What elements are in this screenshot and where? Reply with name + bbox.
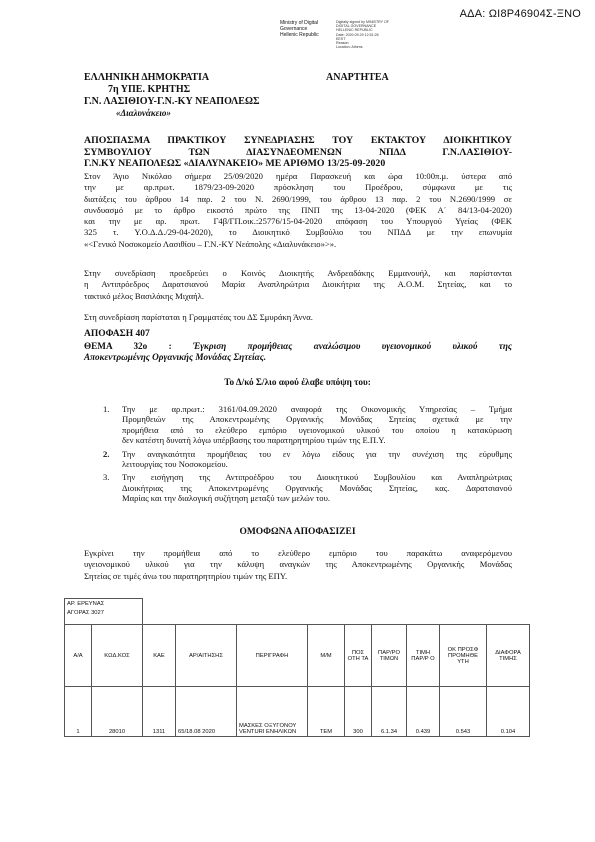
title-line: ΣΥΜΒΟΥΛΙΟΥ ΤΩΝ ΔΙΑΣΥΝΔΕΟΜΕΝΩΝ ΝΠΔΔ Γ.Ν.ΛΑΣΙΘΙΟΥ- [84, 146, 512, 158]
market-research-label: ΑΡ. ΕΡΕΥΝΑΣ [67, 601, 105, 607]
table-row [65, 687, 530, 737]
title-line: ΑΠΟΣΠΑΣΜΑ ΠΡΑΚΤΙΚΟΥ ΣΥΝΕΔΡΙΑΣΗΣ ΤΟΥ ΕΚΤΑΚΤΟΥ ΔΙΟΙΚΗΤΙΚΟΥ [84, 135, 512, 146]
paragraph-line: Σητείας σε τιμές άνω του παρατηρητηρίου τιμών της ΕΠΥ. [84, 570, 288, 581]
list-item [103, 472, 512, 504]
signature-detail: Reason: [336, 41, 350, 46]
item-number: 1. [103, 404, 110, 414]
board-considered: Το Δ/κό Σ/λιο αφού έλαβε υπόψη του: [224, 377, 371, 387]
list-item [103, 448, 512, 470]
signature-detail: HELLENIC REPUBLIC [336, 28, 373, 33]
table-cell: 1311 [143, 687, 176, 737]
market-research-number: ΑΓΟΡΑΣ 3027 [67, 610, 104, 616]
empty-cell [143, 599, 530, 625]
paragraph-line: υγειονομικού υλικού για την κάλυψη αναγκών της Αποκεντρωμένης Οργανικής Μονάδας [84, 559, 512, 570]
column-header: ΚΑΕ [143, 625, 176, 687]
signature-line: Hellenic Republic [280, 32, 319, 38]
paragraph-line: Στον Άγιο Νικόλαο σήμερα 25/09/2020 ημέρα Παρασκευή και ώρα 10:00π.μ. ύστερα από [84, 171, 512, 181]
minutes-title [84, 135, 512, 170]
digital-signature [280, 20, 396, 49]
paragraph-line: την με αρ.πρωτ. 1879/23-09-2020 πρόσκληση του Προέδρου, σύμφωνα με τις [84, 182, 512, 193]
column-header: ΤΙΜΗ ΠΑΡ/Ρ Ο [407, 625, 440, 687]
market-research-cell [65, 599, 143, 625]
item-line: προμήθεια από το ελεύθερο εμπόριο υγειονομικού υλικού του οποίου η κατακύρωση [122, 424, 512, 435]
column-header: Μ/Μ [308, 625, 345, 687]
column-header: ΠΑΡ/ΡΟ ΤΙΜΩΝ [372, 625, 407, 687]
procurement-table [64, 598, 530, 737]
item-line: λειτουργίας του Νοσοκομείου. [122, 459, 228, 470]
republic-heading: ΕΛΛΗΝΙΚΗ ΔΗΜΟΚΡΑΤΙΑ [84, 72, 210, 83]
paragraph-line: 325 τ. Υ.Ο.Δ.Δ./29-04-2020), το Διοικητικό Συμβούλιο του ΝΠΔΔ με την επωνυμία [84, 227, 512, 238]
paragraph-line: Εγκρίνει την προμήθεια από το ελεύθερο εμπόριο του παρακάτω αναφερόμενου [84, 548, 512, 558]
item-line: Την εισήγηση της Αντιπροέδρου του Διοικητικού Συμβουλίου και Αναπληρώτριας [122, 472, 512, 483]
ype-heading: 7η ΥΠΕ. ΚΡΗΤΗΣ [108, 84, 191, 95]
signature-detail: EEST [336, 36, 346, 41]
decision-number: ΑΠΟΦΑΣΗ 407 [84, 329, 150, 339]
theme-label: ΘΕΜΑ 32ο : [84, 341, 172, 351]
item-line: Διοικήτριας της Αποκεντρωμένης Οργανικής Μονάδας Σητείας, κας. Δαρατσιανού [122, 482, 512, 493]
column-header: ΚΩΔ.ΚΟΣ [92, 625, 143, 687]
theme-text: Αποκεντρωμένης Οργανικής Μονάδας Σητείας. [84, 352, 267, 362]
title-line: Γ.Ν.ΚΥ ΝΕΑΠΟΛΕΩΣ «ΔΙΑΛΥΝΑΚΕΙΟ» ΜΕ ΑΡΙΘΜΟ 13/25-09-2020 [84, 158, 386, 169]
paragraph-line: Στην συνεδρίαση προεδρεύει ο Κοινός Διοικητής Ανδρεαδάκης Εμμανουήλ, και παρίστανται [84, 268, 512, 278]
item-number: 2. [103, 448, 110, 459]
procurement-table-wrap [64, 598, 530, 737]
considerations-list [103, 404, 512, 504]
column-header: ΠΕΡΙΓΡΑΦΗ [237, 625, 308, 687]
signature-detail: Location: Athens [336, 45, 363, 50]
ada-code: ΑΔΑ: ΩΙ8Ρ46904Σ-ΞΝΟ [459, 8, 581, 20]
column-header: ΠΟΣ ΟΤΗ ΤΑ [345, 625, 372, 687]
table-top-row [65, 599, 530, 625]
table-header-row [65, 625, 530, 687]
unanimous-heading: ΟΜΟΦΩΝΑ ΑΠΟΦΑΣΙΖΕΙ [239, 527, 356, 537]
item-line: Την αναγκαιότητα προμήθειας του εν λόγω είδους για την συνέχιση της εύρυθμης [122, 448, 512, 459]
decision-theme [84, 341, 512, 363]
paragraph-line: συνδυασμό με το άρθρο εικοστό πρώτο της ΠΝΠ της 13-04-2020 (ΦΕΚ Α΄ 84/13-04-2020) [84, 204, 512, 215]
hospital-heading: Γ.Ν. ΛΑΣΙΘΙΟΥ-Γ.Ν.-ΚΥ ΝΕΑΠΟΛΕΩΣ [84, 96, 260, 107]
table-cell: ΤΕΜ [308, 687, 345, 737]
hospital-subtitle: «Διαλυνάκειο» [116, 108, 171, 118]
paragraph-line: διατάξεις του άρθρου 14 παρ. 2 του Ν. 2690/1999, του άρθρου 13 παρ. 2 του Ν.2690/1999 σε [84, 193, 512, 204]
table-cell: ΜΑΣΚΕΣ ΟΞΥΓΟΝΟΥ VENTURI ΕΝΗΛΙΚΩΝ [237, 687, 308, 737]
paragraph-line: και την με αρ. πρωτ. Γ4β/ΓΠ.οικ.:25776/15-04-2020 απόφαση του Υπουργού Υγείας (ΦΕΚ [84, 216, 512, 227]
paragraph-line: «<Γενικό Νοσοκομείο Λασιθίου – Γ.Ν.-ΚΥ Νεάπολης «Διαλυνάκειο»>». [84, 238, 337, 249]
posted-label: ΑΝΑΡΤΗΤΕΑ [326, 72, 389, 83]
column-header: ΟΚ ΠΡΟΣΦ ΠΡΟΜΗΘΕ ΥΤΗ [440, 625, 487, 687]
table-cell: 0.439 [407, 687, 440, 737]
theme-text: Έγκριση προμήθειας αναλώσιμου υγειονομικού υλικού της [193, 341, 513, 351]
table-cell: 65/18.08 2020 [176, 687, 237, 737]
item-line: Προμηθειών της Αποκεντρωμένης Οργανικής Μονάδας Σητείας σχετικά με την [122, 414, 512, 425]
signature-detail: Digitally signed by MINISTRY OF [336, 20, 389, 24]
session-paragraph [84, 268, 512, 302]
table-cell: 0.543 [440, 687, 487, 737]
item-line: Την με αρ.πρωτ.: 3161/04.09.2020 αναφορά της Οικονομικής Υπηρεσίας – Τμήμα [122, 404, 512, 414]
column-header: Α/Α [65, 625, 92, 687]
table-cell: 28010 [92, 687, 143, 737]
item-number: 3. [103, 472, 110, 483]
list-item [103, 404, 512, 446]
paragraph-line: τακτικό μέλος Βασιλάκης Μιχαήλ. [84, 290, 204, 301]
intro-paragraph [84, 171, 512, 250]
paragraph-line: η Αντιπρόεδρος Δαρατσιανού Μαρία Αναπληρώτρια Διοικήτρια της Α.Ο.Μ. Σητείας, και το [84, 279, 512, 290]
item-line: δεν κατέστη δυνατή λόγω υπέρβασης του παρατηρητηρίου τιμών της Ε.Π.Υ. [122, 435, 386, 446]
table-cell: 6.1.34 [372, 687, 407, 737]
approval-paragraph [84, 548, 512, 582]
column-header: ΑΡ/ΑΙΤΗΣΗΣ [176, 625, 237, 687]
table-cell: 300 [345, 687, 372, 737]
signature-line: Ministry of Digital [280, 20, 319, 26]
table-cell: 1 [65, 687, 92, 737]
signature-detail: Date: 2020.09.29 12:51:26 [336, 32, 379, 37]
secretary-line: Στη συνεδρίαση παρίσταται η Γραμματέας του ΔΣ Σμυράκη Άννα. [84, 312, 313, 322]
signature-line: Governance [280, 26, 308, 32]
signature-detail: DIGITAL GOVERNANCE [336, 24, 377, 29]
column-header: ΔΙΑΦΟΡΑ ΤΙΜΗΣ [487, 625, 530, 687]
item-line: Μαρίας και την διαλογική συζήτηση μεταξύ των μελών του. [122, 493, 331, 504]
table-cell: 0.104 [487, 687, 530, 737]
